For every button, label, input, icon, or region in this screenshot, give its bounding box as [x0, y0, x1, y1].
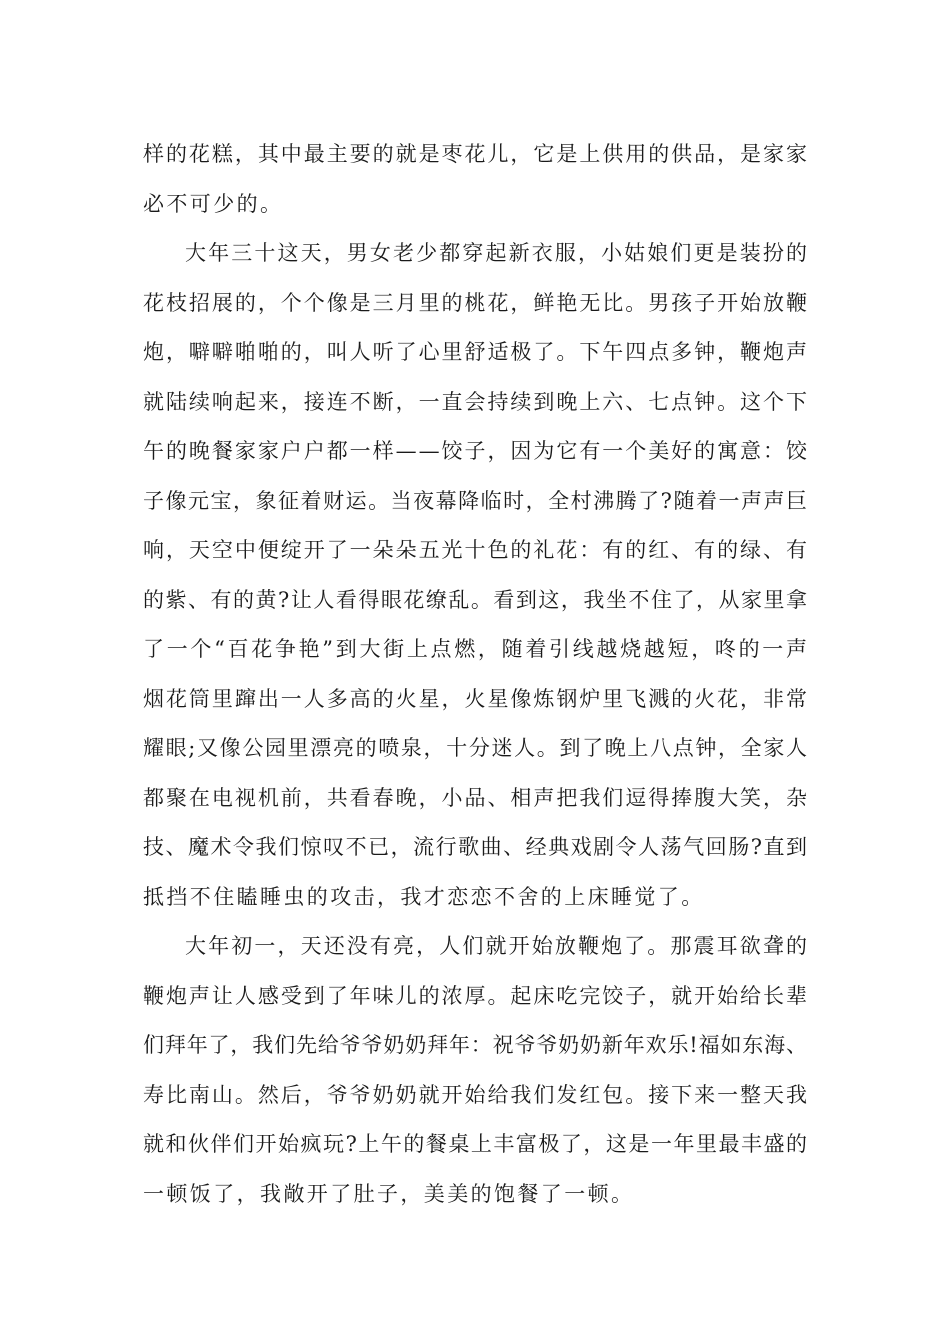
text-line: 子像元宝，象征着财运。当夜幕降临时，全村沸腾了?随着一声声巨: [143, 488, 809, 513]
text-line: 烟花筒里蹿出一人多高的火星，火星像炼钢炉里飞溅的火花，非常: [143, 686, 809, 711]
text-line: 一顿饭了，我敞开了肚子，美美的饱餐了一顿。: [143, 1181, 635, 1206]
text-line: 大年初一，天还没有亮，人们就开始放鞭炮了。那震耳欲聋的: [185, 934, 810, 958]
text-line: 样的花糕，其中最主要的就是枣花儿，它是上供用的供品，是家家: [143, 142, 809, 166]
paragraph-1: [143, 130, 807, 229]
text-line: 午的晚餐家家户户都一样——饺子，因为它有一个美好的寓意：饺: [143, 439, 809, 463]
text-line: 了一个“百花争艳”到大街上点燃，随着引线越烧越短，咚的一声: [143, 637, 810, 661]
text-line: 就和伙伴们开始疯玩?上午的餐桌上丰富极了，这是一年里最丰盛的: [143, 1132, 809, 1156]
text-line: 寿比南山。然后，爷爷奶奶就开始给我们发红包。接下来一整天我: [143, 1082, 809, 1107]
text-line: 就陆续响起来，接连不断，一直会持续到晚上六、七点钟。这个下: [143, 389, 809, 414]
text-line: 们拜年了，我们先给爷爷奶奶拜年：祝爷爷奶奶新年欢乐!福如东海、: [143, 1033, 808, 1057]
text-line: 的紫、有的黄?让人看得眼花缭乱。看到这，我坐不住了，从家里拿: [143, 587, 809, 612]
text-line: 花枝招展的，个个像是三月里的桃花，鲜艳无比。男孩子开始放鞭: [143, 290, 809, 315]
document-body: [143, 130, 810, 1219]
text-line: 大年三十这天，男女老少都穿起新衣服，小姑娘们更是装扮的: [185, 241, 810, 265]
paragraph-2: [143, 229, 810, 922]
text-line: 抵挡不住瞌睡虫的攻击，我才恋恋不舍的上床睡觉了。: [143, 884, 705, 909]
text-line: 鞭炮声让人感受到了年味儿的浓厚。起床吃完饺子，就开始给长辈: [143, 983, 809, 1008]
paragraph-3: [143, 922, 810, 1219]
text-line: 炮，噼噼啪啪的，叫人听了心里舒适极了。下午四点多钟，鞭炮声: [143, 340, 809, 364]
text-line: 都聚在电视机前，共看春晚，小品、相声把我们逗得捧腹大笑，杂: [143, 785, 809, 810]
text-line: 响，天空中便绽开了一朵朵五光十色的礼花：有的红、有的绿、有: [143, 538, 809, 562]
text-line: 技、魔术令我们惊叹不已，流行歌曲、经典戏剧令人荡气回肠?直到: [143, 835, 809, 859]
text-line: 必不可少的。: [143, 191, 284, 216]
text-line: 耀眼;又像公园里漂亮的喷泉，十分迷人。到了晚上八点钟，全家人: [143, 736, 809, 760]
